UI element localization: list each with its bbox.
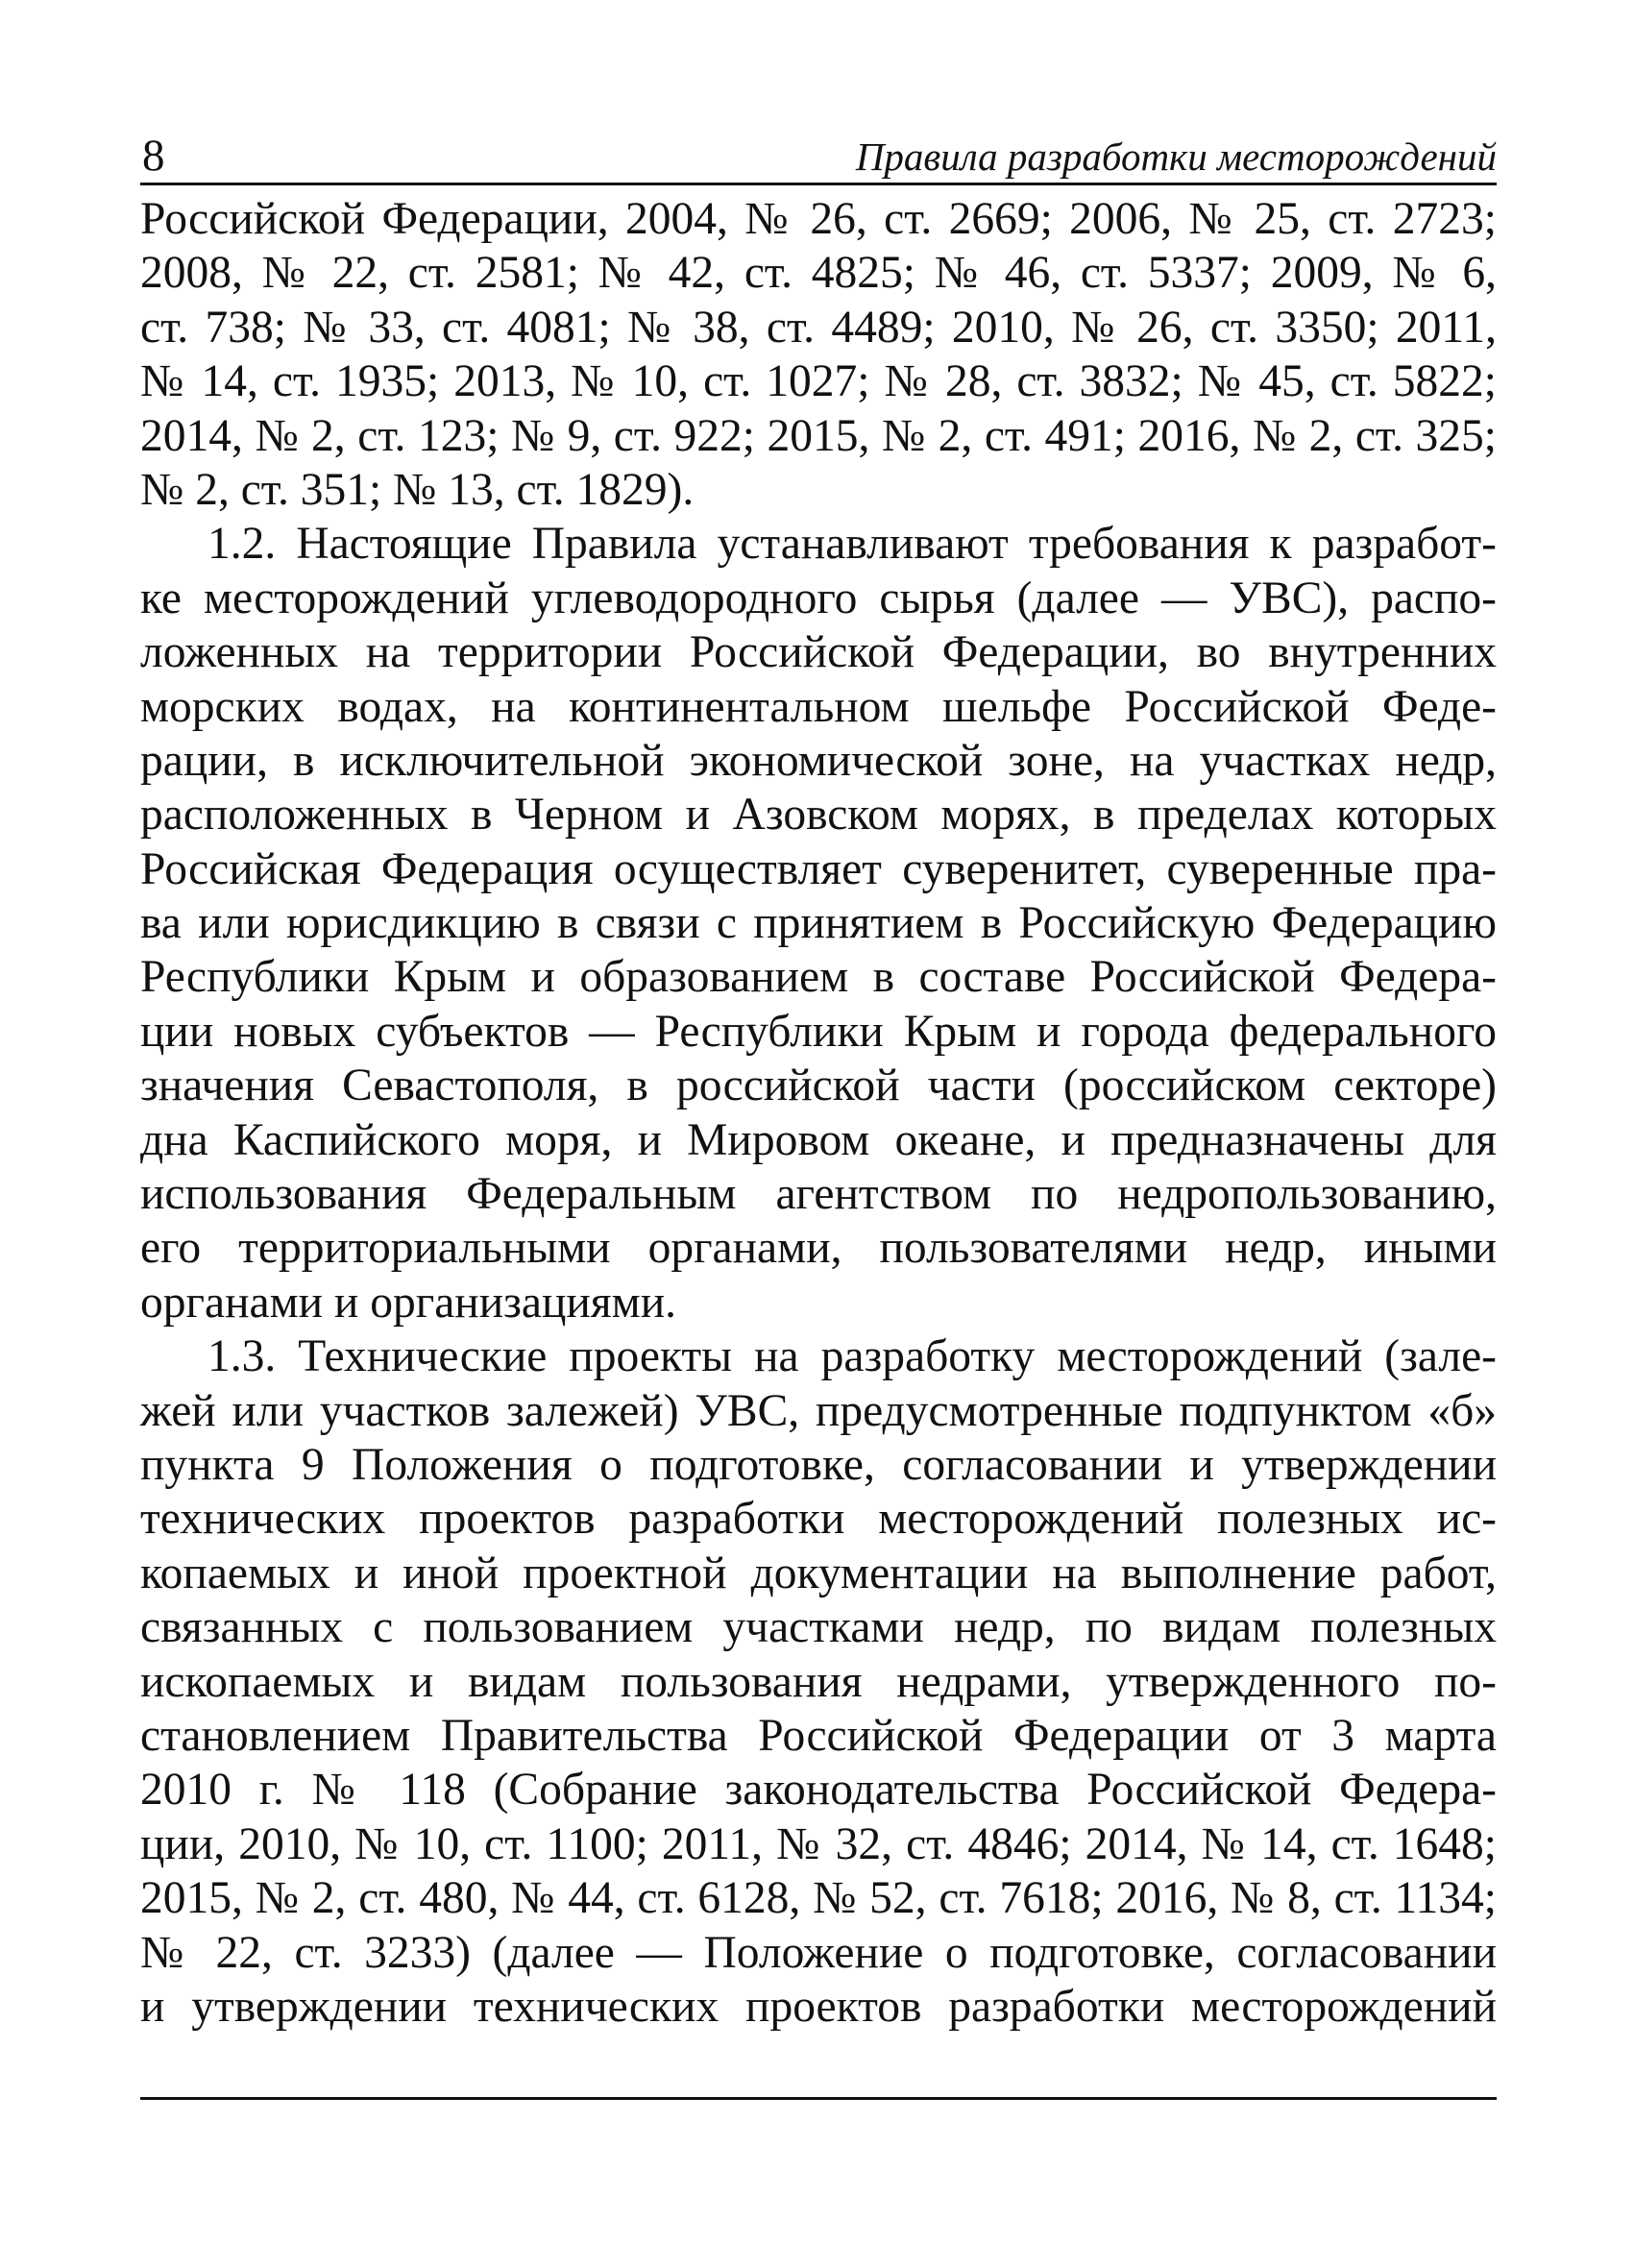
text-line: и утверждении технических проектов разработки месторождений: [140, 1981, 1497, 2032]
text-line: использования Федеральным агентством по недропользованию,: [140, 1169, 1497, 1220]
running-title: Правила разработки месторождений: [855, 134, 1497, 179]
text-line: связанных с пользованием участками недр, по видам полезных: [140, 1602, 1497, 1653]
text-line: 2010 г. № 118 (Собрание законодательства Российской Федера-: [140, 1765, 1497, 1816]
text-line: технических проектов разработки месторождений полезных ис-: [140, 1494, 1497, 1545]
text-line: дна Каспийского моря, и Мировом океане, и предназначены для: [140, 1114, 1497, 1165]
text-line: ископаемых и видам пользования недрами, утвержденного по-: [140, 1656, 1497, 1707]
text-line: № 14, ст. 1935; 2013, № 10, ст. 1027; № 28, ст. 3832; № 45, ст. 5822;: [140, 356, 1497, 407]
text-line: 1.3. Технические проекты на разработку месторождений (зале-: [207, 1331, 1497, 1382]
text-line: ции новых субъектов — Республики Крым и города федерального: [140, 1006, 1497, 1057]
text-line: Российской Федерации, 2004, № 26, ст. 2669; 2006, № 25, ст. 2723;: [140, 194, 1497, 244]
footnote-divider: [140, 2097, 1497, 2100]
paragraph-1-1-continuation: [140, 192, 1497, 517]
paragraph-1-2: [140, 517, 1497, 1329]
text-line: становлением Правительства Российской Федерации от 3 марта: [140, 1710, 1497, 1761]
text-line: его территориальными органами, пользователями недр, иными: [140, 1223, 1497, 1274]
text-line: ке месторождений углеводородного сырья (далее — УВС), распо-: [140, 573, 1497, 623]
text-line: пункта 9 Положения о подготовке, согласовании и утверждении: [140, 1439, 1497, 1490]
text-line: Российская Федерация осуществляет суверенитет, суверенные пра-: [140, 843, 1497, 894]
text-line: морских водах, на континентальном шельфе Российской Феде-: [140, 681, 1497, 732]
text-line: № 22, ст. 3233) (далее — Положение о подготовке, согласовании: [140, 1927, 1497, 1978]
text-line: ложенных на территории Российской Федерации, во внутренних: [140, 627, 1497, 678]
text-line: ст. 738; № 33, ст. 4081; № 38, ст. 4489; 2010, № 26, ст. 3350; 2011,: [140, 302, 1497, 353]
text-line: органами и организациями.: [140, 1277, 677, 1328]
text-line: Республики Крым и образованием в составе Российской Федера-: [140, 952, 1497, 1003]
page-number: 8: [142, 131, 165, 181]
text-line: 2008, № 22, ст. 2581; № 42, ст. 4825; № 46, ст. 5337; 2009, № 6,: [140, 248, 1497, 299]
text-line: рации, в исключительной экономической зоне, на участках недр,: [140, 735, 1497, 786]
text-line: расположенных в Черном и Азовском морях, в пределах которых: [140, 790, 1497, 841]
text-line: № 2, ст. 351; № 13, ст. 1829).: [140, 464, 695, 515]
text-line: жей или участков залежей) УВС, предусмотренные подпунктом «б»: [140, 1385, 1497, 1436]
text-line: 2015, № 2, ст. 480, № 44, ст. 6128, № 52, ст. 7618; 2016, № 8, ст. 1134;: [140, 1873, 1497, 1924]
page-header: [140, 123, 1497, 185]
text-line: 1.2. Настоящие Правила устанавливают требования к разработ-: [207, 519, 1497, 570]
text-line: ции, 2010, № 10, ст. 1100; 2011, № 32, ст. 4846; 2014, № 14, ст. 1648;: [140, 1818, 1497, 1869]
text-line: ва или юрисдикцию в связи с принятием в Российскую Федерацию: [140, 898, 1497, 949]
paragraph-1-3: [140, 1329, 1497, 2034]
text-line: 2014, № 2, ст. 123; № 9, ст. 922; 2015, № 2, ст. 491; 2016, № 2, ст. 325;: [140, 410, 1497, 461]
body-text: [140, 192, 1497, 2034]
text-line: значения Севастополя, в российской части (российском секторе): [140, 1061, 1497, 1111]
text-line: копаемых и иной проектной документации на выполнение работ,: [140, 1548, 1497, 1598]
